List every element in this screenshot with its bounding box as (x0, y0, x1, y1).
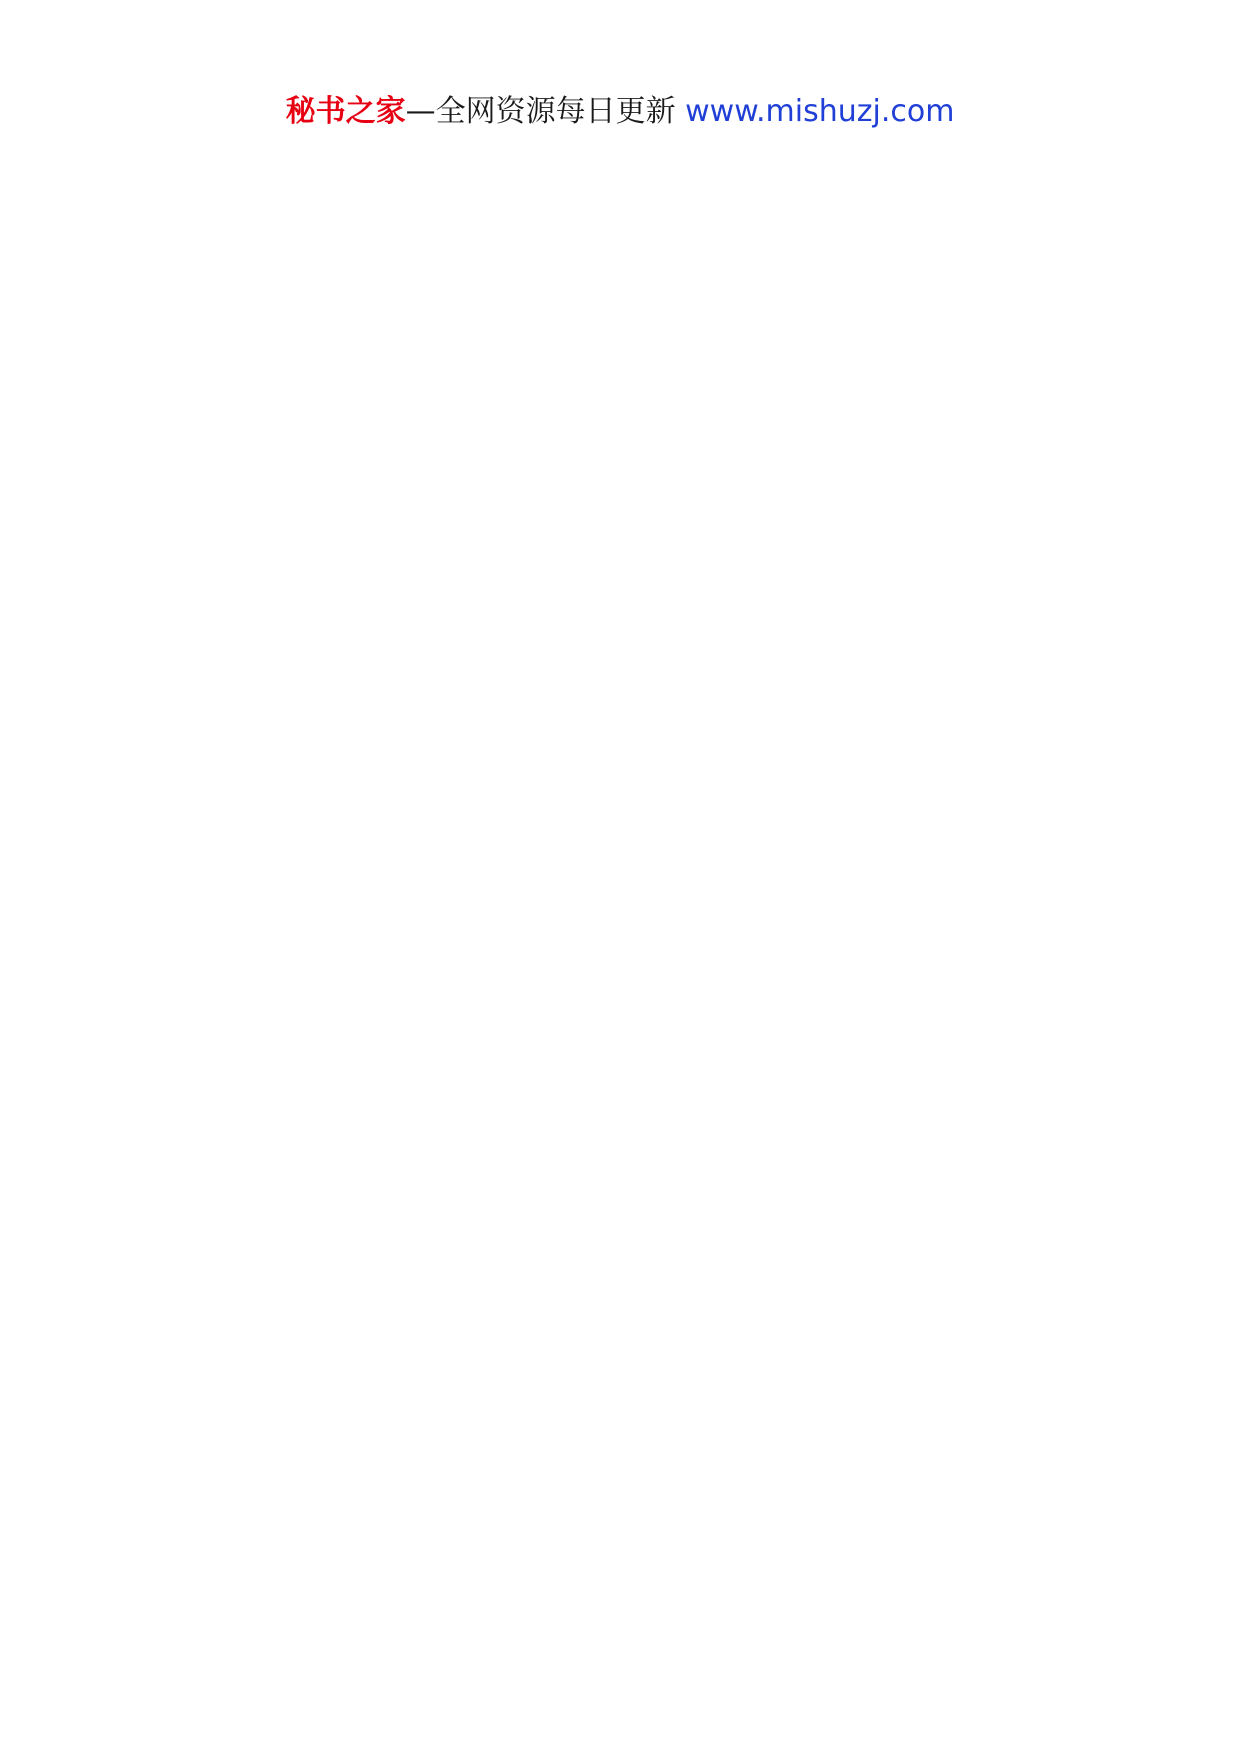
site-brand: 秘书之家 (285, 94, 406, 129)
site-url[interactable]: www.mishuzj.com (685, 94, 955, 129)
site-tagline: —全网资源每日更新 (405, 94, 676, 129)
site-banner (0, 92, 1240, 132)
